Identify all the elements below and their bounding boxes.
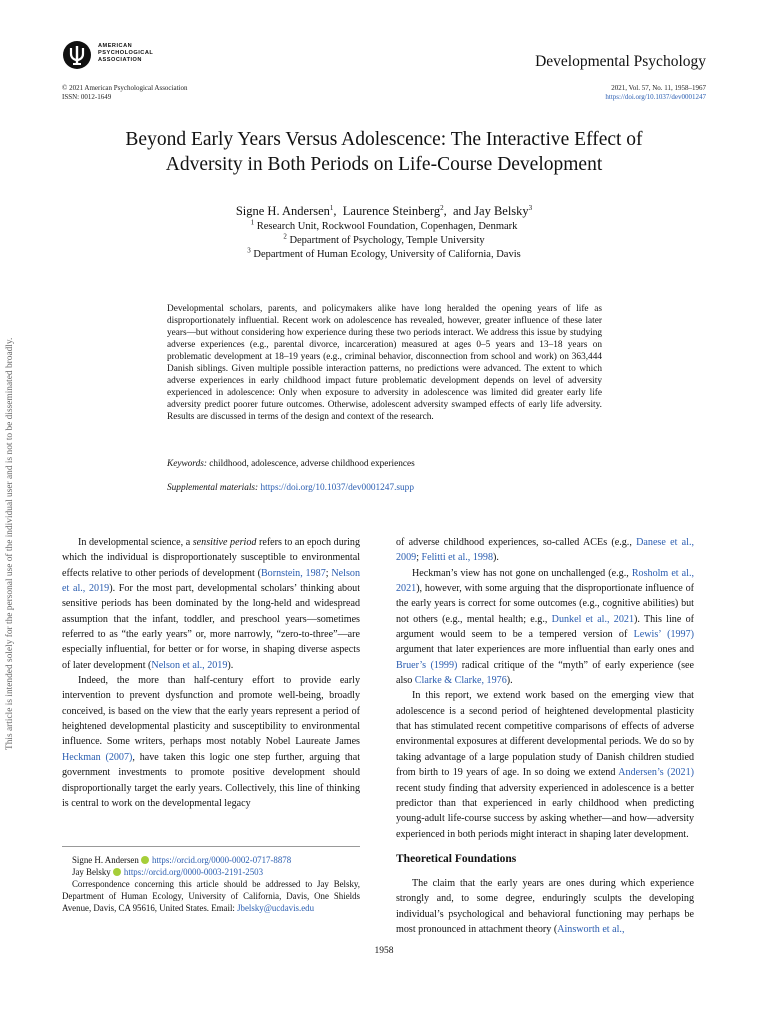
- email-link[interactable]: Jbelsky@ucdavis.edu: [237, 903, 315, 914]
- article-title: Beyond Early Years Versus Adolescence: The Interactive Effect of Adversity in Both Periods on Life-Course Development: [125, 129, 643, 175]
- citation-info: [605, 84, 706, 101]
- page-number: 1958: [374, 946, 394, 956]
- citation-link[interactable]: Bruer’s (1999): [396, 659, 458, 671]
- body-left-column: [62, 535, 360, 811]
- correspondence: Correspondence concerning this article should be addressed to Jay Belsky, Department of Human Ecology, University of California, Davis, One Shields Avenue, Davis, CA 95616, United States. Email: Jbelsky@ucdavis.edu: [62, 879, 360, 914]
- supplemental-link[interactable]: https://doi.org/10.1037/dev0001247.supp: [260, 483, 414, 493]
- body-right-column: [396, 535, 694, 842]
- apa-logo: [62, 40, 262, 76]
- abstract: Developmental scholars, parents, and policymakers alike have long heralded the opening years of life as disproportionately influential. Recent work on adolescence has revealed, however, greater influence of these later years—but without considering how experience during these two periods interact. We address this issue by studying adverse experiences (e.g., parental divorce, incarceration) measured at ages 0–5 years and 13–18 years on problematic development at 18–19 years (e.g., criminal behavior, disconnection from school and work) on 363,444 Danish siblings. Given multiple possible interaction patterns, no predictions were advanced. The extent to which adverse experiences in early childhood impact future problematic development depends on level of adversity experienced in adolescence: Only when exposure to adversity in adolescence was limited did greater early life adversity predict poorer future outcomes. Otherwise, adolescent adversity swamped effects of early life adversity. Results are discussed in terms of the design and context of the research.: [167, 304, 602, 423]
- affiliation: $^1$ Research Unit, Rockwool Foundation, Copenhagen, Denmark: [250, 218, 518, 232]
- citation-link[interactable]: Nelson et al., 2019: [151, 659, 228, 671]
- apa-logo-text: AMERICAN PSYCHOLOGICAL ASSOCIATION: [98, 43, 154, 63]
- body-right-column-continued: [396, 876, 694, 937]
- orcid-line: Signe H. Andersen https://orcid.org/0000-0002-0717-8878: [72, 855, 292, 865]
- keywords: Keywords: childhood, adolescence, adverse childhood experiences: [167, 459, 415, 469]
- orcid-link[interactable]: https://orcid.org/0000-0003-2191-2503: [123, 867, 264, 878]
- affiliations: [60, 220, 708, 263]
- orcid-line: Jay Belsky https://orcid.org/0000-0003-2191-2503: [72, 867, 264, 878]
- doi-link[interactable]: https://doi.org/10.1037/dev0001247: [605, 92, 706, 101]
- paragraph: of adverse childhood experiences, so-called ACEs (e.g., Danese et al., 2009; Felitti et al., 1998).: [396, 537, 694, 564]
- citation-link[interactable]: Bornstein, 1987: [260, 567, 326, 579]
- section-heading: Theoretical Foundations: [396, 853, 517, 865]
- citation-link[interactable]: Ainsworth et al.,: [557, 924, 625, 936]
- paragraph: Indeed, the more than half-century effort to provide early intervention to prevent dysfunction and promote well-being, broadly conceived, is based on the view that the early years represent a period of heightened developmental plasticity and susceptibility to environmental influence. Some writers, perhaps most notably Nobel Laureate James Heckman (2007), have taken this logic one step further, arguing that government investments to promote positive development should disproportionally target the early years. Collectively, this line of thinking is central to work on the developmental legacy: [62, 675, 360, 809]
- citation-link[interactable]: Lewis’ (1997): [633, 629, 695, 641]
- author-footnote: [62, 854, 360, 914]
- copyright-line: © 2021 American Psychological Association: [62, 84, 188, 92]
- paragraph: The claim that the early years are ones during which experience strongly and, to some degree, enduringly sculpts the developing individual’s psychological and behavioral functioning may perhaps be most pronounced in attachment theory (Ainsworth et al.,: [396, 878, 694, 936]
- psi-logo-icon: [62, 40, 92, 70]
- issn-line: ISSN: 0012-1649: [62, 92, 112, 101]
- orcid-icon: [113, 868, 121, 876]
- citation-link[interactable]: Danese et al., 2009: [396, 537, 694, 564]
- citation-link[interactable]: Nelson et al., 2019: [62, 567, 360, 595]
- copyright-info: [62, 84, 187, 101]
- author-list: Signe H. Andersen$^1$, Laurence Steinberg$^2$, and Jay Belsky$^3$: [235, 203, 533, 218]
- author-name: Signe H. Andersen: [235, 204, 330, 218]
- supplemental-materials: Supplemental materials: https://doi.org/10.1037/dev0001247.supp: [167, 483, 414, 493]
- orcid-icon: [141, 856, 149, 864]
- footnote-divider: [62, 846, 360, 847]
- citation-link[interactable]: Dunkel et al., 2021: [551, 613, 634, 625]
- citation-link[interactable]: Heckman (2007): [62, 751, 133, 763]
- author-name: Jay Belsky: [474, 204, 529, 218]
- citation-link[interactable]: Clarke & Clarke, 1976: [414, 675, 507, 687]
- paragraph: In this report, we extend work based on the emerging view that adolescence is a second period of heightened developmental plasticity that has stimulated recent competitive comparisons of effects of adverse environmental exposures at different developmental periods. We do so by taking advantage of a large population study of Danish children studied from birth to 19 years of age. In so doing we extend Andersen’s (2021) recent study finding that adversity experienced in adolescence is a better predictor than that experienced in early childhood when predicting young-adult life-course success by asking whether—and how—adversity experienced in both periods might interact in shaping later development.: [396, 690, 694, 840]
- citation-link[interactable]: Andersen’s (2021): [618, 767, 694, 779]
- paragraph: Heckman’s view has not gone on unchallenged (e.g., Rosholm et al., 2021), however, with some arguing that the disproportionate influence of the early years is correct for some outcomes (e.g., cognitive abilities) but not others (e.g., mental health; e.g., Dunkel et al., 2021). This line of argument would seem to be a tempered version of Lewis’ (1997) argument that later experiences are more influential than early ones and Bruer’s (1999) radical critique of the “myth” of early experience (see also Clarke & Clarke, 1976).: [396, 567, 695, 687]
- orcid-link[interactable]: https://orcid.org/0000-0002-0717-8878: [152, 855, 292, 865]
- affiliation: $^3$ Department of Human Ecology, University of California, Davis: [247, 246, 521, 261]
- affiliation: $^2$ Department of Psychology, Temple University: [283, 232, 485, 247]
- citation-line: 2021, Vol. 57, No. 11, 1958–1967: [611, 84, 706, 92]
- citation-link[interactable]: Rosholm et al., 2021: [396, 567, 694, 595]
- citation-link[interactable]: Felitti et al., 1998: [421, 552, 494, 564]
- journal-name: Developmental Psychology: [535, 53, 706, 70]
- paragraph: In developmental science, a sensitive period refers to an epoch during which the individual is disproportionately susceptible to environmental effects relative to other periods of development (Bornstein, 1987; Nelson et al., 2019). For the most part, developmental scholars’ thinking about sensitive periods has been dominated by the long-held and widespread assumption that the infant, toddler, and preschool years—sometimes referred to as “the early years” or, more narrowly, “zero-to-three”—are especially influential, for better or for worse, in shaping diverse aspects of later development (Nelson et al., 2019).: [62, 537, 361, 671]
- author-name: Laurence Steinberg: [342, 204, 441, 218]
